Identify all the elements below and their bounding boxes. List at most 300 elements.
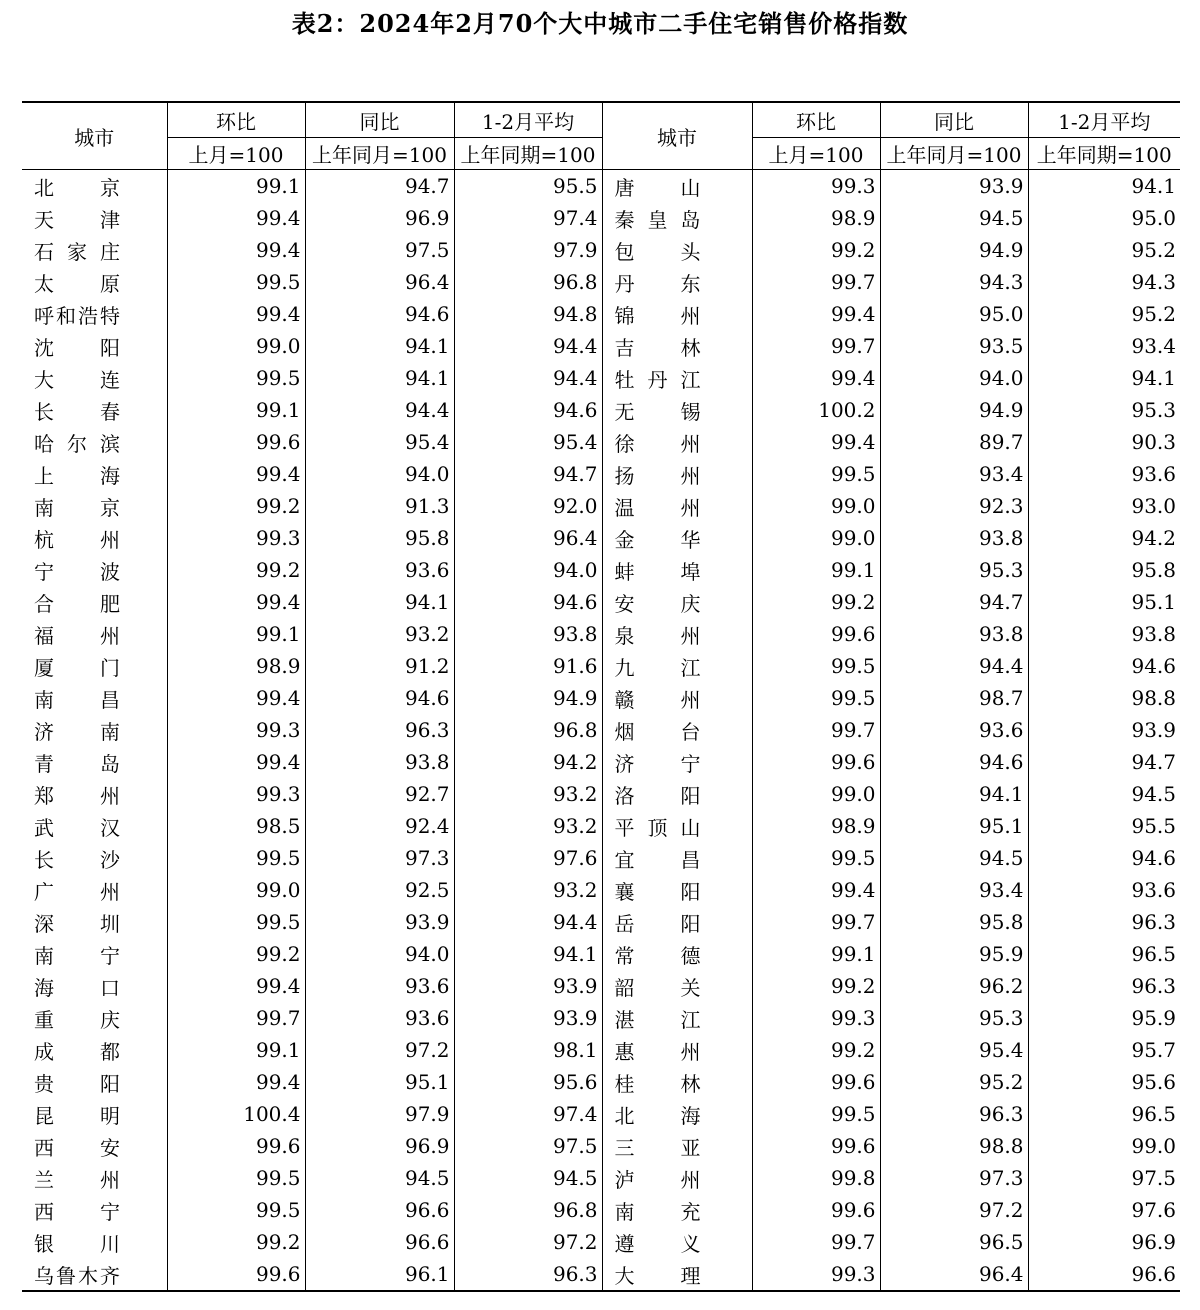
city-left-name: 哈尔滨	[34, 431, 120, 456]
yoy-left-cell: 95.4	[305, 426, 454, 458]
mom-right-cell: 99.4	[752, 362, 880, 394]
city-left-name: 杭 州	[34, 527, 120, 552]
mom-left-cell: 99.5	[167, 906, 305, 938]
city-right-cell	[602, 266, 752, 298]
mom-left-cell: 99.1	[167, 1034, 305, 1066]
city-left-cell	[22, 778, 167, 810]
city-right-name: 锦 州	[614, 303, 701, 328]
city-right-name: 徐 州	[614, 431, 701, 456]
city-left-name: 昆 明	[34, 1103, 120, 1128]
avg-right-cell: 96.5	[1028, 1098, 1180, 1130]
city-left-cell	[22, 1258, 167, 1291]
avg-right-cell: 98.8	[1028, 682, 1180, 714]
avg-left-cell: 94.9	[454, 682, 602, 714]
yoy-right-cell: 93.6	[880, 714, 1028, 746]
city-right-cell	[602, 586, 752, 618]
city-right-cell	[602, 1098, 752, 1130]
avg-left-cell: 91.6	[454, 650, 602, 682]
avg-right-cell: 95.6	[1028, 1066, 1180, 1098]
table-row	[22, 1066, 1180, 1098]
avg-right-cell: 93.6	[1028, 458, 1180, 490]
avg-right-cell: 95.5	[1028, 810, 1180, 842]
city-right-name: 泉 州	[614, 623, 701, 648]
table-row	[22, 842, 1180, 874]
yoy-left-cell: 96.1	[305, 1258, 454, 1291]
city-right-name: 宜 昌	[614, 847, 701, 872]
yoy-right-cell: 94.4	[880, 650, 1028, 682]
avg-left-cell: 96.4	[454, 522, 602, 554]
city-left-cell	[22, 298, 167, 330]
table-row	[22, 714, 1180, 746]
yoy-left-cell: 94.1	[305, 586, 454, 618]
yoy-right-cell: 96.2	[880, 970, 1028, 1002]
yoy-left-cell: 93.6	[305, 554, 454, 586]
mom-right-cell: 99.4	[752, 426, 880, 458]
avg-right-cell: 90.3	[1028, 426, 1180, 458]
avg-left-cell: 97.5	[454, 1130, 602, 1162]
city-left-cell	[22, 714, 167, 746]
mom-left-cell: 99.2	[167, 554, 305, 586]
city-left-cell	[22, 1226, 167, 1258]
yoy-right-cell: 95.0	[880, 298, 1028, 330]
table-row	[22, 586, 1180, 618]
city-right-name: 吉 林	[614, 335, 701, 360]
city-left-name: 乌鲁木齐	[34, 1263, 120, 1288]
city-right-name: 平顶山	[614, 815, 701, 840]
city-left-name: 太 原	[34, 271, 120, 296]
city-left-name: 厦 门	[34, 655, 120, 680]
yoy-right-cell: 94.6	[880, 746, 1028, 778]
avg-left-cell: 95.6	[454, 1066, 602, 1098]
city-left-cell	[22, 1194, 167, 1226]
yoy-right-cell: 93.4	[880, 458, 1028, 490]
mom-right-cell: 99.5	[752, 650, 880, 682]
city-left-cell	[22, 1066, 167, 1098]
city-left-cell	[22, 1162, 167, 1194]
city-left-cell	[22, 586, 167, 618]
mom-left-cell: 99.3	[167, 522, 305, 554]
mom-left-cell: 99.2	[167, 490, 305, 522]
yoy-left-cell: 93.2	[305, 618, 454, 650]
city-left-name: 郑 州	[34, 783, 120, 808]
city-right-cell	[602, 842, 752, 874]
mom-right-cell: 99.0	[752, 522, 880, 554]
yoy-right-cell: 98.8	[880, 1130, 1028, 1162]
yoy-left-cell: 94.1	[305, 362, 454, 394]
mom-left-cell: 99.3	[167, 714, 305, 746]
avg-right-cell: 95.3	[1028, 394, 1180, 426]
yoy-right-cell: 96.5	[880, 1226, 1028, 1258]
city-left-cell	[22, 330, 167, 362]
yoy-right-cell: 93.8	[880, 522, 1028, 554]
yoy-left-cell: 94.0	[305, 938, 454, 970]
mom-right-cell: 99.5	[752, 1098, 880, 1130]
city-header-left: 城市	[22, 102, 167, 170]
yoy-header-right: 同比	[880, 102, 1028, 138]
city-right-cell	[602, 1034, 752, 1066]
city-right-cell	[602, 714, 752, 746]
city-right-name: 襄 阳	[614, 879, 701, 904]
city-right-cell	[602, 1130, 752, 1162]
avg-right-cell: 95.1	[1028, 586, 1180, 618]
city-left-name: 深 圳	[34, 911, 120, 936]
mom-base-left: 上月=100	[167, 138, 305, 170]
mom-left-cell: 99.1	[167, 170, 305, 203]
avg-right-cell: 93.6	[1028, 874, 1180, 906]
mom-right-cell: 98.9	[752, 810, 880, 842]
avg-left-cell: 97.6	[454, 842, 602, 874]
avg-left-cell: 96.8	[454, 266, 602, 298]
city-left-cell	[22, 1098, 167, 1130]
city-left-name: 西 安	[34, 1135, 120, 1160]
city-left-name: 合 肥	[34, 591, 120, 616]
yoy-right-cell: 95.4	[880, 1034, 1028, 1066]
avg-left-cell: 94.5	[454, 1162, 602, 1194]
city-left-name: 沈 阳	[34, 335, 120, 360]
city-right-cell	[602, 906, 752, 938]
city-left-name: 银 川	[34, 1231, 120, 1256]
avg-left-cell: 95.5	[454, 170, 602, 203]
city-right-name: 大 理	[614, 1263, 701, 1288]
avg-right-cell: 96.3	[1028, 970, 1180, 1002]
mom-left-cell: 99.4	[167, 586, 305, 618]
avg-left-cell: 94.0	[454, 554, 602, 586]
city-right-name: 三 亚	[614, 1135, 701, 1160]
table-row	[22, 394, 1180, 426]
yoy-base-left: 上年同月=100	[305, 138, 454, 170]
mom-right-cell: 99.7	[752, 906, 880, 938]
table-row	[22, 234, 1180, 266]
city-right-name: 蚌 埠	[614, 559, 701, 584]
table-row	[22, 1034, 1180, 1066]
mom-left-cell: 99.4	[167, 458, 305, 490]
city-right-cell	[602, 522, 752, 554]
avg-left-cell: 94.6	[454, 586, 602, 618]
yoy-right-cell: 93.4	[880, 874, 1028, 906]
city-right-cell	[602, 234, 752, 266]
mom-left-cell: 99.6	[167, 1130, 305, 1162]
city-left-name: 长 沙	[34, 847, 120, 872]
avg-right-cell: 94.6	[1028, 650, 1180, 682]
yoy-left-cell: 92.4	[305, 810, 454, 842]
mom-left-cell: 99.1	[167, 394, 305, 426]
mom-right-cell: 99.0	[752, 490, 880, 522]
yoy-left-cell: 96.9	[305, 1130, 454, 1162]
yoy-right-cell: 94.9	[880, 394, 1028, 426]
table-row	[22, 618, 1180, 650]
mom-left-cell: 99.0	[167, 874, 305, 906]
city-left-cell	[22, 234, 167, 266]
table-row	[22, 1258, 1180, 1291]
yoy-left-cell: 95.1	[305, 1066, 454, 1098]
city-left-cell	[22, 650, 167, 682]
yoy-right-cell: 96.3	[880, 1098, 1028, 1130]
avg-right-cell: 95.0	[1028, 202, 1180, 234]
table-row	[22, 810, 1180, 842]
table-row	[22, 522, 1180, 554]
yoy-left-cell: 93.9	[305, 906, 454, 938]
table-row	[22, 330, 1180, 362]
city-left-cell	[22, 682, 167, 714]
mom-left-cell: 100.4	[167, 1098, 305, 1130]
yoy-header-left: 同比	[305, 102, 454, 138]
city-right-name: 赣 州	[614, 687, 701, 712]
mom-left-cell: 98.5	[167, 810, 305, 842]
city-right-cell	[602, 874, 752, 906]
yoy-right-cell: 94.7	[880, 586, 1028, 618]
yoy-right-cell: 92.3	[880, 490, 1028, 522]
city-left-cell	[22, 490, 167, 522]
avg-left-cell: 93.2	[454, 778, 602, 810]
mom-left-cell: 99.5	[167, 266, 305, 298]
mom-left-cell: 99.4	[167, 746, 305, 778]
mom-right-cell: 99.0	[752, 778, 880, 810]
yoy-left-cell: 92.7	[305, 778, 454, 810]
city-right-name: 岳 阳	[614, 911, 701, 936]
avg-left-cell: 93.9	[454, 970, 602, 1002]
yoy-right-cell: 95.9	[880, 938, 1028, 970]
city-right-name: 惠 州	[614, 1039, 701, 1064]
yoy-left-cell: 91.3	[305, 490, 454, 522]
mom-right-cell: 99.3	[752, 1258, 880, 1291]
city-right-name: 金 华	[614, 527, 701, 552]
mom-left-cell: 99.4	[167, 1066, 305, 1098]
city-left-name: 青 岛	[34, 751, 120, 776]
city-right-cell	[602, 778, 752, 810]
city-left-name: 南 京	[34, 495, 120, 520]
avg-right-cell: 94.2	[1028, 522, 1180, 554]
city-right-name: 常 德	[614, 943, 701, 968]
avg-right-cell: 94.1	[1028, 170, 1180, 203]
avg-left-cell: 95.4	[454, 426, 602, 458]
yoy-left-cell: 93.8	[305, 746, 454, 778]
mom-base-right: 上月=100	[752, 138, 880, 170]
table-row	[22, 1130, 1180, 1162]
city-left-name: 呼和浩特	[34, 303, 120, 328]
city-left-cell	[22, 426, 167, 458]
city-left-name: 武 汉	[34, 815, 120, 840]
avg-right-cell: 94.7	[1028, 746, 1180, 778]
mom-left-cell: 99.4	[167, 234, 305, 266]
yoy-left-cell: 94.7	[305, 170, 454, 203]
avg-left-cell: 93.2	[454, 810, 602, 842]
city-right-cell	[602, 1162, 752, 1194]
table-row	[22, 298, 1180, 330]
mom-right-cell: 99.4	[752, 874, 880, 906]
yoy-right-cell: 94.9	[880, 234, 1028, 266]
avg-right-cell: 94.1	[1028, 362, 1180, 394]
city-right-name: 泸 州	[614, 1167, 701, 1192]
avg-left-cell: 94.4	[454, 906, 602, 938]
mom-left-cell: 99.4	[167, 682, 305, 714]
city-left-cell	[22, 874, 167, 906]
mom-left-cell: 99.5	[167, 362, 305, 394]
city-left-name: 宁 波	[34, 559, 120, 584]
table-row	[22, 1002, 1180, 1034]
table-row	[22, 202, 1180, 234]
mom-right-cell: 99.4	[752, 298, 880, 330]
mom-right-cell: 99.5	[752, 842, 880, 874]
city-left-cell	[22, 746, 167, 778]
city-right-name: 韶 关	[614, 975, 701, 1000]
avg-right-cell: 94.5	[1028, 778, 1180, 810]
yoy-left-cell: 97.9	[305, 1098, 454, 1130]
yoy-left-cell: 91.2	[305, 650, 454, 682]
mom-left-cell: 99.3	[167, 778, 305, 810]
city-right-cell	[602, 330, 752, 362]
city-right-cell	[602, 1226, 752, 1258]
mom-right-cell: 99.7	[752, 266, 880, 298]
mom-left-cell: 99.5	[167, 1162, 305, 1194]
avg-right-cell: 93.9	[1028, 714, 1180, 746]
city-left-cell	[22, 1034, 167, 1066]
city-right-name: 唐 山	[614, 175, 701, 200]
avg-header-left: 1-2月平均	[454, 102, 602, 138]
yoy-left-cell: 94.6	[305, 682, 454, 714]
avg-left-cell: 94.2	[454, 746, 602, 778]
city-left-cell	[22, 554, 167, 586]
avg-left-cell: 93.2	[454, 874, 602, 906]
city-right-name: 牡丹江	[614, 367, 701, 392]
avg-left-cell: 94.7	[454, 458, 602, 490]
city-right-name: 北 海	[614, 1103, 701, 1128]
city-right-cell	[602, 394, 752, 426]
avg-left-cell: 96.3	[454, 1258, 602, 1291]
mom-left-cell: 99.2	[167, 938, 305, 970]
mom-right-cell: 99.7	[752, 1226, 880, 1258]
mom-header-right: 环比	[752, 102, 880, 138]
yoy-left-cell: 96.6	[305, 1226, 454, 1258]
mom-right-cell: 100.2	[752, 394, 880, 426]
avg-left-cell: 94.6	[454, 394, 602, 426]
avg-left-cell: 93.9	[454, 1002, 602, 1034]
avg-left-cell: 94.1	[454, 938, 602, 970]
avg-right-cell: 93.8	[1028, 618, 1180, 650]
table-row	[22, 874, 1180, 906]
yoy-left-cell: 96.6	[305, 1194, 454, 1226]
mom-right-cell: 99.8	[752, 1162, 880, 1194]
page-title: 表2：2024年2月70个大中城市二手住宅销售价格指数	[291, 9, 909, 38]
city-right-cell	[602, 458, 752, 490]
avg-right-cell: 95.2	[1028, 234, 1180, 266]
city-left-name: 南 宁	[34, 943, 120, 968]
city-left-cell	[22, 970, 167, 1002]
mom-right-cell: 99.1	[752, 554, 880, 586]
city-left-cell	[22, 362, 167, 394]
city-left-name: 天 津	[34, 207, 120, 232]
yoy-left-cell: 94.5	[305, 1162, 454, 1194]
city-left-cell	[22, 522, 167, 554]
city-right-name: 桂 林	[614, 1071, 701, 1096]
avg-right-cell: 97.6	[1028, 1194, 1180, 1226]
yoy-right-cell: 94.0	[880, 362, 1028, 394]
mom-left-cell: 99.4	[167, 970, 305, 1002]
mom-right-cell: 99.5	[752, 682, 880, 714]
mom-right-cell: 99.2	[752, 1034, 880, 1066]
mom-right-cell: 99.3	[752, 1002, 880, 1034]
mom-left-cell: 99.4	[167, 298, 305, 330]
avg-right-cell: 99.0	[1028, 1130, 1180, 1162]
avg-right-cell: 95.9	[1028, 1002, 1180, 1034]
table-row	[22, 970, 1180, 1002]
city-left-name: 大 连	[34, 367, 120, 392]
mom-right-cell: 99.5	[752, 458, 880, 490]
avg-right-cell: 96.9	[1028, 1226, 1180, 1258]
yoy-left-cell: 96.9	[305, 202, 454, 234]
mom-right-cell: 99.2	[752, 234, 880, 266]
city-left-name: 广 州	[34, 879, 120, 904]
city-right-name: 洛 阳	[614, 783, 701, 808]
yoy-right-cell: 94.1	[880, 778, 1028, 810]
yoy-left-cell: 97.2	[305, 1034, 454, 1066]
table-row	[22, 1194, 1180, 1226]
avg-base-left: 上年同期=100	[454, 138, 602, 170]
mom-left-cell: 98.9	[167, 650, 305, 682]
table-row	[22, 266, 1180, 298]
yoy-base-right: 上年同月=100	[880, 138, 1028, 170]
city-right-name: 济 宁	[614, 751, 701, 776]
city-left-cell	[22, 1002, 167, 1034]
city-right-name: 无 锡	[614, 399, 701, 424]
avg-left-cell: 92.0	[454, 490, 602, 522]
table-row	[22, 1162, 1180, 1194]
table-row	[22, 170, 1180, 203]
yoy-left-cell: 94.4	[305, 394, 454, 426]
yoy-right-cell: 95.8	[880, 906, 1028, 938]
avg-left-cell: 98.1	[454, 1034, 602, 1066]
table-row	[22, 426, 1180, 458]
table-row	[22, 906, 1180, 938]
table-row	[22, 458, 1180, 490]
mom-left-cell: 99.0	[167, 330, 305, 362]
yoy-right-cell: 95.3	[880, 1002, 1028, 1034]
yoy-left-cell: 94.0	[305, 458, 454, 490]
city-right-name: 湛 江	[614, 1007, 701, 1032]
mom-left-cell: 99.6	[167, 426, 305, 458]
table-row	[22, 682, 1180, 714]
city-right-cell	[602, 426, 752, 458]
city-right-cell	[602, 1002, 752, 1034]
avg-left-cell: 96.8	[454, 1194, 602, 1226]
yoy-right-cell: 98.7	[880, 682, 1028, 714]
city-left-cell	[22, 458, 167, 490]
city-left-name: 贵 阳	[34, 1071, 120, 1096]
yoy-left-cell: 96.4	[305, 266, 454, 298]
avg-left-cell: 97.4	[454, 202, 602, 234]
yoy-left-cell: 93.6	[305, 970, 454, 1002]
city-right-cell	[602, 618, 752, 650]
yoy-left-cell: 97.3	[305, 842, 454, 874]
city-left-name: 兰 州	[34, 1167, 120, 1192]
yoy-left-cell: 92.5	[305, 874, 454, 906]
city-left-cell	[22, 170, 167, 203]
city-left-name: 海 口	[34, 975, 120, 1000]
city-right-name: 扬 州	[614, 463, 701, 488]
avg-left-cell: 93.8	[454, 618, 602, 650]
avg-left-cell: 97.2	[454, 1226, 602, 1258]
yoy-right-cell: 93.8	[880, 618, 1028, 650]
mom-right-cell: 99.6	[752, 1130, 880, 1162]
city-left-cell	[22, 202, 167, 234]
yoy-left-cell: 94.6	[305, 298, 454, 330]
yoy-right-cell: 94.5	[880, 202, 1028, 234]
city-left-name: 济 南	[34, 719, 120, 744]
mom-right-cell: 99.1	[752, 938, 880, 970]
avg-right-cell: 97.5	[1028, 1162, 1180, 1194]
city-right-name: 秦皇岛	[614, 207, 701, 232]
yoy-right-cell: 97.3	[880, 1162, 1028, 1194]
table-row	[22, 778, 1180, 810]
